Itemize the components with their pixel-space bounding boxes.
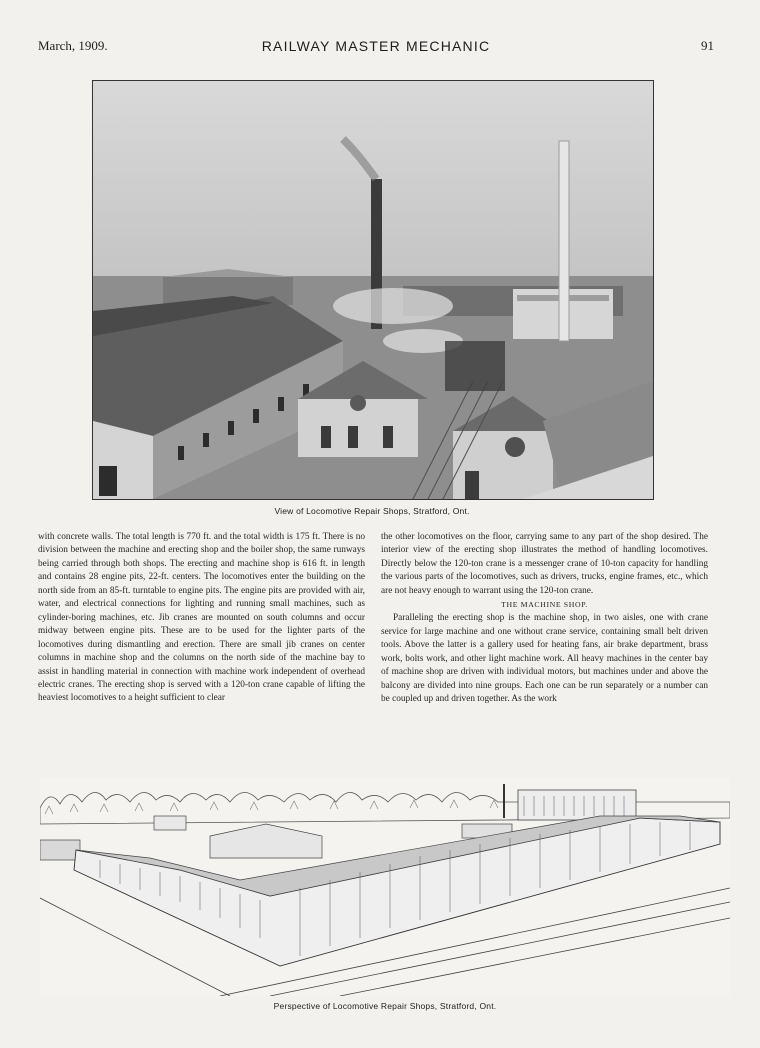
- section-heading: THE MACHINE SHOP.: [501, 600, 588, 610]
- repair-shops-photo: [92, 80, 654, 500]
- left-column-text: with concrete walls. The total length is 770 ft. and the total width is 175 ft. There is no division between the machine and erecting shop and the boiler shop, the same runways being carried through both shops. The erecting and machine shop is 616 ft. in length and contains 28 engine pits, 22-ft. centers. The locomotives enter the building on the north side from an 85-ft. turntable to engine pits. The engine pits are provided with air, water, and electrical connections for lighting and running small machines, such as cylinder-boring machines, etc. Jib cranes are mounted on south columns and occur midway between engine pits. These are to be used for the lighter parts of the locomotives during dismantling and erection. There are small jib cranes on center columns in machine shop and the columns on the north side of the machine bay to assist in handling material in connection with machine work independent of overhead electric cranes. The erecting shop is served with a 120-ton crane capable of lifting the heaviest locomotives to a height sufficient to clear: [38, 532, 365, 704]
- article-right-column: [381, 531, 708, 706]
- perspective-drawing: [40, 778, 730, 996]
- journal-title: RAILWAY MASTER MECHANIC: [261, 38, 491, 54]
- drawing-caption: Perspective of Locomotive Repair Shops, Stratford, Ont.: [273, 1001, 497, 1011]
- issue-date: March, 1909.: [38, 38, 108, 53]
- right-column-paragraph-1: the other locomotives on the floor, carrying same to any part of the shop desired. The interior view of the erecting shop illustrates the method of handling locomotives. Directly below the 120-ton crane is a messenger crane of 10-ton capacity for handling the various parts of the locomotives, such as drivers, trucks, engine frames, etc., which are not heavy enough to warrant using the 120-ton crane.: [381, 532, 708, 596]
- right-column-paragraph-2: Paralleling the erecting shop is the machine shop, in two aisles, one with crane service for large machine and one without crane service, containing small belt driven tools. Above the latter is a gallery used for heating fans, air brake department, brass work, bolts work, and other light machine work. All heavy machines in the center bay of machine shop are driven with individual motors, but machines under and above the balcony are divided into nine groups. Each one can be run separately or a number can be coupled up and driven together. As the work: [381, 613, 708, 704]
- photo-caption: View of Locomotive Repair Shops, Stratford, Ont.: [274, 506, 470, 516]
- page-header: [38, 38, 714, 58]
- article-left-column: [38, 531, 365, 706]
- page-number: 91: [701, 38, 714, 53]
